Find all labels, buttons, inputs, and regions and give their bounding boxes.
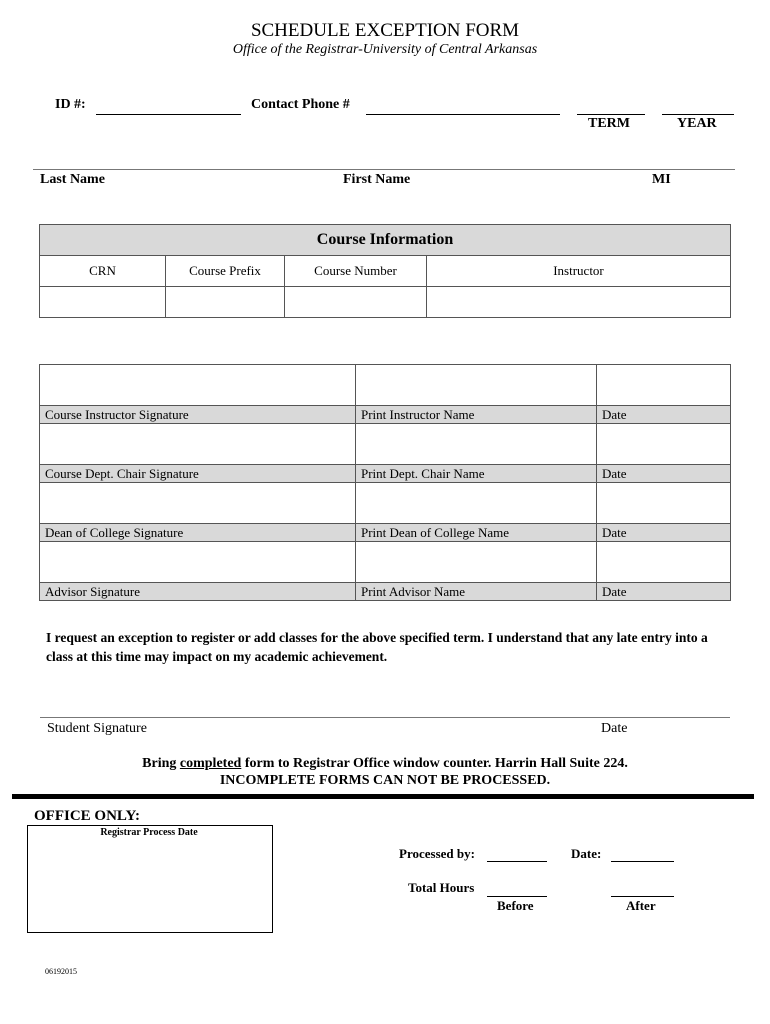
registrar-process-date-box[interactable] <box>27 825 273 933</box>
advisor-name-field[interactable] <box>356 542 597 583</box>
processed-by-label: Processed by: <box>399 846 475 861</box>
section-divider <box>12 794 754 799</box>
instructor-name-field[interactable] <box>356 365 597 406</box>
id-label: ID #: <box>55 97 86 112</box>
student-date-label: Date <box>601 721 628 736</box>
first-name-label: First Name <box>343 172 411 187</box>
dept-chair-signature-field[interactable] <box>40 424 356 465</box>
print-name-label: Print Dept. Chair Name <box>356 465 597 483</box>
signature-label: Course Instructor Signature <box>40 406 356 424</box>
notice-emphasis: completed <box>179 756 242 771</box>
office-date-field[interactable] <box>611 861 674 862</box>
course-number-input[interactable] <box>285 287 427 318</box>
dean-signature-field[interactable] <box>40 483 356 524</box>
registrar-process-date-label: Registrar Process Date <box>100 827 198 838</box>
hours-after-field[interactable] <box>611 896 674 897</box>
incomplete-warning: INCOMPLETE FORMS CAN NOT BE PROCESSED. <box>219 773 551 788</box>
dean-date-field[interactable] <box>597 483 731 524</box>
dean-name-field[interactable] <box>356 483 597 524</box>
instructor-signature-field[interactable] <box>40 365 356 406</box>
after-label: After <box>626 898 656 913</box>
notice-prefix: Bring <box>142 756 180 771</box>
print-name-label: Print Dean of College Name <box>356 524 597 542</box>
total-hours-label: Total Hours <box>408 880 475 895</box>
date-label: Date <box>597 524 731 542</box>
id-field[interactable] <box>96 114 241 115</box>
name-field-line[interactable] <box>33 169 735 170</box>
dept-chair-name-field[interactable] <box>356 424 597 465</box>
year-label: YEAR <box>677 116 717 131</box>
instructor-header: Instructor <box>427 256 731 287</box>
crn-header: CRN <box>40 256 166 287</box>
hours-before-field[interactable] <box>487 896 547 897</box>
last-name-label: Last Name <box>40 172 105 187</box>
form-title: SCHEDULE EXCEPTION FORM <box>250 20 520 41</box>
before-label: Before <box>497 898 534 913</box>
dept-chair-date-field[interactable] <box>597 424 731 465</box>
crn-input[interactable] <box>40 287 166 318</box>
instructor-date-field[interactable] <box>597 365 731 406</box>
signature-label: Course Dept. Chair Signature <box>40 465 356 483</box>
form-subtitle: Office of the Registrar-University of Central Arkansas <box>232 42 538 57</box>
course-prefix-header: Course Prefix <box>166 256 285 287</box>
submission-instructions <box>0 756 770 772</box>
office-only-title: OFFICE ONLY: <box>34 808 140 824</box>
notice-suffix: form to Registrar Office window counter. Harrin Hall Suite 224. <box>241 756 628 771</box>
print-name-label: Print Advisor Name <box>356 583 597 601</box>
student-signature-field[interactable] <box>40 717 730 718</box>
course-number-header: Course Number <box>285 256 427 287</box>
office-date-label: Date: <box>571 846 602 861</box>
course-info-table <box>39 224 731 318</box>
term-label: TERM <box>588 116 630 131</box>
year-field[interactable] <box>662 114 734 115</box>
term-field[interactable] <box>577 114 645 115</box>
processed-by-field[interactable] <box>487 861 547 862</box>
course-prefix-input[interactable] <box>166 287 285 318</box>
date-label: Date <box>597 583 731 601</box>
course-info-title: Course Information <box>40 225 731 256</box>
date-label: Date <box>597 406 731 424</box>
phone-field[interactable] <box>366 114 560 115</box>
advisor-date-field[interactable] <box>597 542 731 583</box>
signature-table <box>39 364 731 601</box>
advisor-signature-field[interactable] <box>40 542 356 583</box>
form-code: 06192015 <box>45 967 77 976</box>
date-label: Date <box>597 465 731 483</box>
student-signature-label: Student Signature <box>47 721 147 736</box>
signature-label: Advisor Signature <box>40 583 356 601</box>
signature-label: Dean of College Signature <box>40 524 356 542</box>
mi-label: MI <box>652 172 671 187</box>
print-name-label: Print Instructor Name <box>356 406 597 424</box>
instructor-input[interactable] <box>427 287 731 318</box>
exception-statement: I request an exception to register or add classes for the above specified term. I understand that any late entry into a class at this time may impact on my academic achievement. <box>46 630 708 664</box>
phone-label: Contact Phone # <box>251 97 350 112</box>
